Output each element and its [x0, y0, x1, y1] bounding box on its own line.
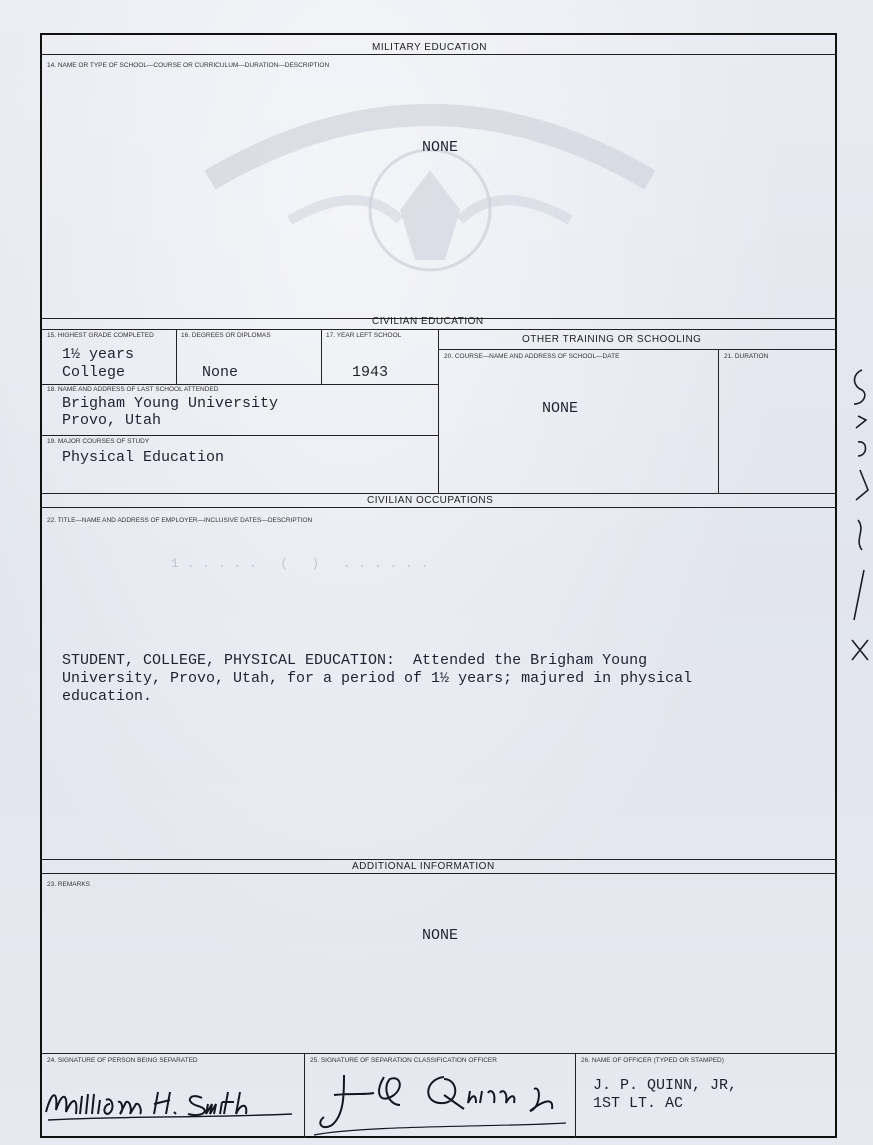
other-training-title: OTHER TRAINING OR SCHOOLING [522, 334, 702, 345]
year-left-label: 17. YEAR LEFT SCHOOL [326, 332, 402, 339]
last-school-line1: Brigham Young University [62, 395, 279, 412]
officer-name-label: 26. NAME OF OFFICER (TYPED OR STAMPED) [581, 1057, 724, 1064]
officer-name-line2: 1ST LT. AC [593, 1095, 684, 1112]
additional-information-title: ADDITIONAL INFORMATION [352, 861, 495, 872]
ghost-bleed-through-text: 1 . . . . . ( ) . . . . . . [132, 556, 429, 571]
person-signature [42, 1070, 302, 1130]
last-school-line2: Provo, Utah [62, 412, 162, 429]
occupation-text-line2: University, Provo, Utah, for a period of 1½ years; majured in physical [62, 670, 693, 687]
military-education-field-label: 14. NAME OR TYPE OF SCHOOL—COURSE OR CURRICULUM—DURATION—DESCRIPTION [47, 62, 330, 69]
year-left-value: 1943 [352, 364, 389, 381]
highest-grade-value-line1: 1½ years [62, 346, 135, 363]
person-signature-label: 24. SIGNATURE OF PERSON BEING SEPARATED [47, 1057, 198, 1064]
officer-signature-label: 25. SIGNATURE OF SEPARATION CLASSIFICATION OFFICER [310, 1057, 497, 1064]
remarks-label: 23. REMARKS [47, 881, 90, 888]
civilian-education-title: CIVILIAN EDUCATION [372, 316, 484, 327]
other-training-duration-label: 21. DURATION [724, 353, 769, 360]
occupation-text-line3: education. [62, 688, 153, 705]
last-school-label: 18. NAME AND ADDRESS OF LAST SCHOOL ATTENDED [47, 386, 219, 393]
officer-signature [304, 1065, 574, 1140]
other-training-course-label: 20. COURSE—NAME AND ADDRESS OF SCHOOL—DATE [444, 353, 620, 360]
occupation-text-line1: STUDENT, COLLEGE, PHYSICAL EDUCATION: Attended the Brigham Young [62, 652, 648, 669]
major-courses-label: 19. MAJOR COURSES OF STUDY [47, 438, 150, 445]
officer-name-line1: J. P. QUINN, JR, [593, 1077, 738, 1094]
degrees-label: 16. DEGREES OR DIPLOMAS [181, 332, 271, 339]
highest-grade-value-line2: College [62, 364, 126, 381]
margin-handwriting [838, 360, 873, 700]
major-courses-value: Physical Education [62, 449, 225, 466]
highest-grade-label: 15. HIGHEST GRADE COMPLETED [47, 332, 154, 339]
remarks-value: NONE [422, 927, 459, 944]
separation-form [40, 33, 837, 1138]
civilian-occupations-title: CIVILIAN OCCUPATIONS [367, 495, 494, 506]
degrees-value: None [202, 364, 239, 381]
military-education-value: NONE [422, 139, 459, 156]
other-training-value: NONE [542, 400, 579, 417]
civilian-occupations-field-label: 22. TITLE—NAME AND ADDRESS OF EMPLOYER—INCLUSIVE DATES—DESCRIPTION [47, 517, 313, 524]
military-education-title: MILITARY EDUCATION [372, 42, 487, 53]
